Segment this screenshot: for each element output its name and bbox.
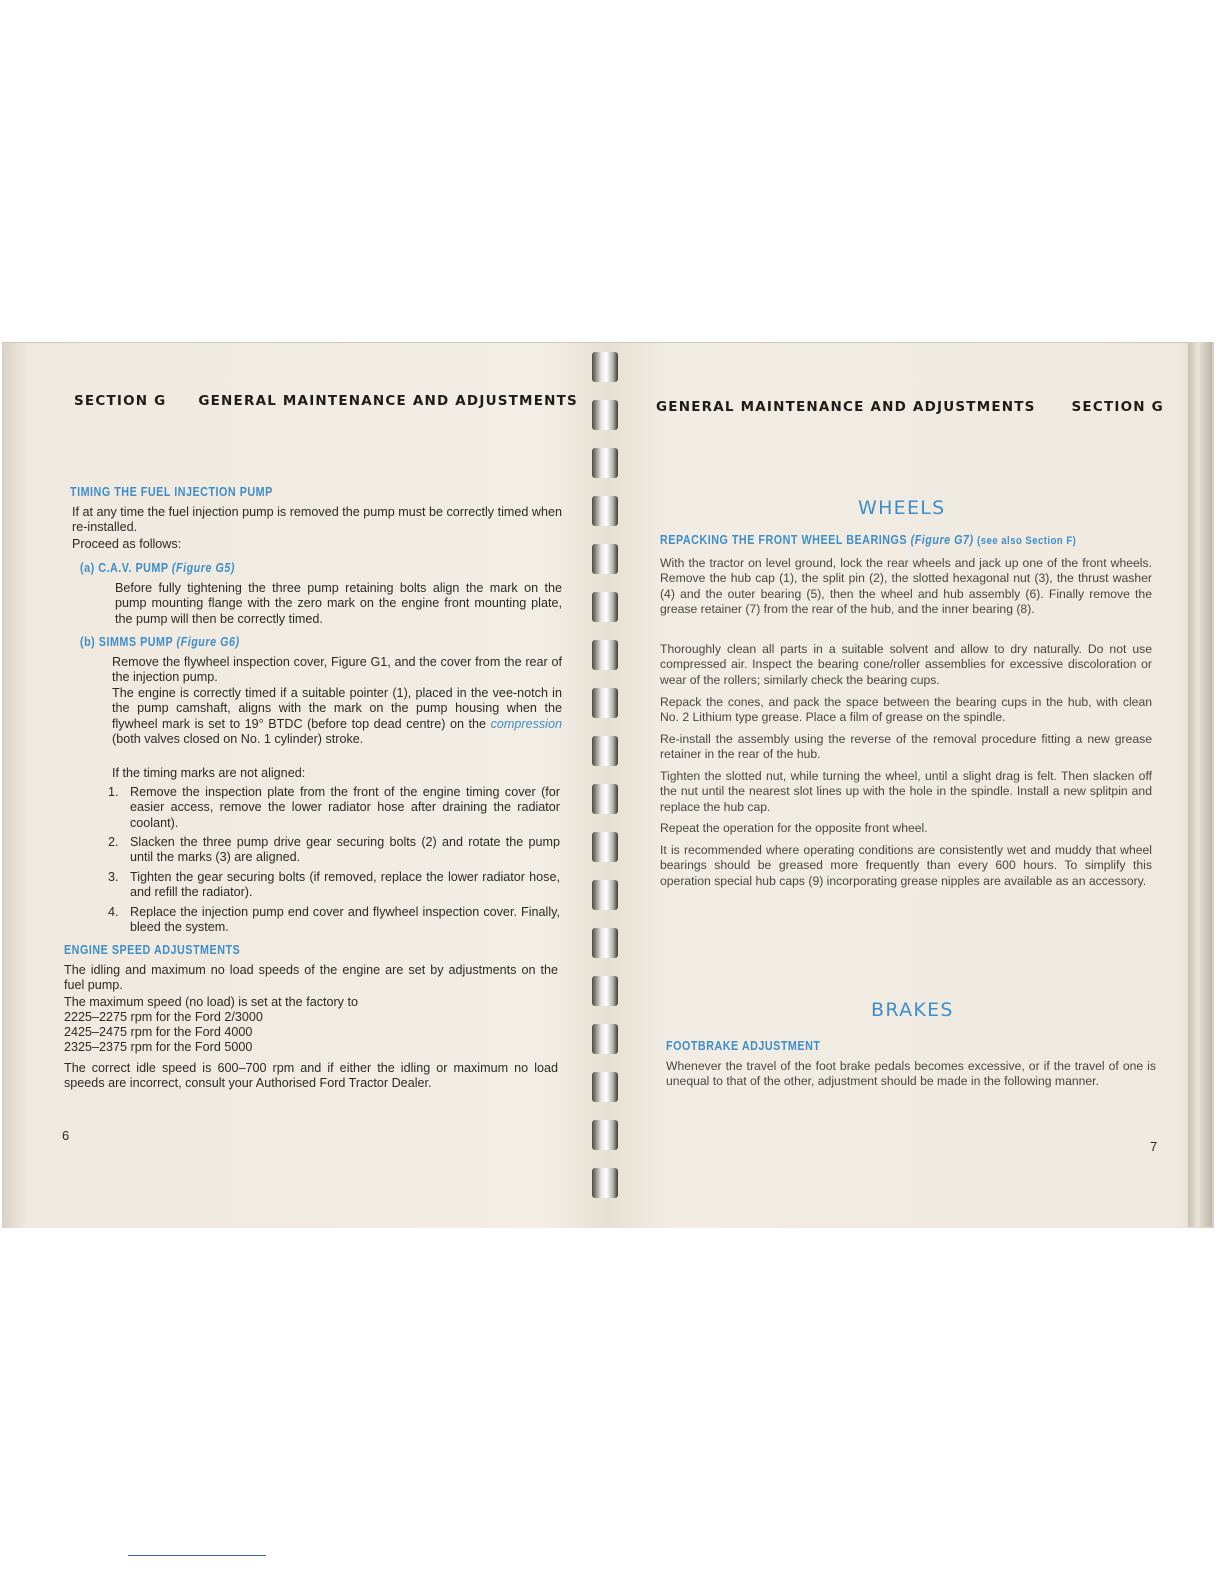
wheels-paragraph: Repeat the operation for the opposite front wheel. bbox=[660, 821, 928, 835]
binding-coil bbox=[592, 592, 618, 622]
simms-heading-label: (b) SIMMS PUMP bbox=[80, 635, 174, 649]
not-aligned-text: If the timing marks are not aligned: bbox=[112, 766, 306, 780]
binding-coil bbox=[592, 496, 618, 526]
binding-coil bbox=[592, 832, 618, 862]
timing-step-text: Replace the injection pump end cover and flywheel inspection cover. Finally, bleed the system. bbox=[130, 905, 560, 935]
timing-step bbox=[108, 835, 560, 866]
timing-step-number: 3. bbox=[108, 870, 119, 884]
timing-step bbox=[108, 785, 560, 831]
wheels-figure-ref: (Figure G7) bbox=[910, 533, 974, 547]
wheels-paragraph: Thoroughly clean all parts in a suitable solvent and allow to dry naturally. Do not use compressed air. Inspect the bearing cone/roller assemblies for excessive discoloration or wear of the rollers; similarly check the bearing cups. bbox=[660, 642, 1152, 687]
right-header-title: GENERAL MAINTENANCE AND ADJUSTMENTS bbox=[656, 399, 1036, 415]
timing-step-text: Slacken the three pump drive gear securing bolts (2) and rotate the pump until the marks (3) are aligned. bbox=[130, 835, 560, 865]
binding-coil bbox=[592, 736, 618, 766]
right-page bbox=[630, 343, 1214, 1228]
binding-coil bbox=[592, 640, 618, 670]
wheels-heading: WHEELS bbox=[858, 497, 946, 519]
engine-speed-heading: ENGINE SPEED ADJUSTMENTS bbox=[64, 943, 241, 957]
wheels-paragraph: Re-install the assembly using the reverse of the removal procedure fitting a new grease retainer in the rear of the hub. bbox=[660, 732, 1152, 762]
wheels-paragraph: It is recommended where operating conditions are consistently wet and muddy that wheel bearings should be greased more frequently than every 600 hours. To simplify this operation special hub caps (9) incorporating grease nipples are available as an accessory. bbox=[660, 843, 1152, 888]
cav-text: Before fully tightening the three pump retaining bolts align the mark on the pump mounting flange with the zero mark on the engine front mounting plate, the pump will then be correctly timed. bbox=[115, 581, 562, 626]
timing-step-number: 1. bbox=[108, 785, 119, 799]
simms-text-1: Remove the flywheel inspection cover, Figure G1, and the cover from the rear of the injection pump. bbox=[112, 655, 562, 685]
binding-coil bbox=[592, 880, 618, 910]
speed-line: 2225–2275 rpm for the Ford 2/3000 bbox=[64, 1010, 263, 1024]
engine-speed-text-3: The correct idle speed is 600–700 rpm and if either the idling or maximum no load speeds are incorrect, consult your Authorised Ford Tractor Dealer. bbox=[64, 1061, 558, 1091]
timing-step bbox=[108, 870, 560, 901]
engine-speed-text-1: The idling and maximum no load speeds of the engine are set by adjustments on the fuel pump. bbox=[64, 963, 558, 993]
wheels-paragraph: With the tractor on level ground, lock the rear wheels and jack up one of the front wheels. Remove the hub cap (1), the split pin (2), the slotted hexagonal nut (3), the thrust washer (4) and the outer bearing (5), then the wheel and hub assembly (6). Finally remove the grease retainer (7) from the rear of the hub, and the inner bearing (8). bbox=[660, 556, 1152, 616]
wheels-paragraph: Repack the cones, and pack the space between the bearing cups in the hub, with clean No. 2 Lithium type grease. Place a film of grease on the spindle. bbox=[660, 695, 1152, 725]
simms-text-2a: The engine is correctly timed if a suitable pointer (1), placed in the vee-notch in the pump camshaft, aligns with the mark on the pump housing when the flywheel mark is set to 19° BTDC (before top dead centre) on the bbox=[112, 686, 562, 731]
binding-coil bbox=[592, 1024, 618, 1054]
footbrake-heading: FOOTBRAKE ADJUSTMENT bbox=[666, 1039, 821, 1053]
left-header-title: GENERAL MAINTENANCE AND ADJUSTMENTS bbox=[198, 393, 578, 409]
footer-link-line bbox=[128, 1555, 266, 1556]
timing-proceed: Proceed as follows: bbox=[72, 537, 182, 551]
spiral-binding bbox=[584, 342, 628, 1227]
binding-coil bbox=[592, 1168, 618, 1198]
simms-text-2b: (both valves closed on No. 1 cylinder) stroke. bbox=[112, 732, 364, 747]
wheels-sub-heading-label: REPACKING THE FRONT WHEEL BEARINGS bbox=[660, 533, 908, 547]
binding-coil bbox=[592, 1072, 618, 1102]
timing-step-text: Remove the inspection plate from the front of the engine timing cover (for easier access, remove the lower radiator hose after draining the radiator coolant). bbox=[130, 785, 560, 830]
binding-coil bbox=[592, 352, 618, 382]
cav-figure-ref: (Figure G5) bbox=[171, 561, 235, 575]
binding-coil bbox=[592, 400, 618, 430]
page-edge bbox=[1188, 342, 1212, 1227]
binding-coil bbox=[592, 544, 618, 574]
cav-heading bbox=[80, 561, 235, 575]
simms-text-2-emphasis: compression bbox=[490, 716, 562, 731]
binding-coil bbox=[592, 688, 618, 718]
binding-coil bbox=[592, 448, 618, 478]
simms-heading bbox=[80, 635, 240, 649]
speed-line: 2325–2375 rpm for the Ford 5000 bbox=[64, 1040, 253, 1054]
simms-figure-ref: (Figure G6) bbox=[176, 635, 240, 649]
binding-coil bbox=[592, 1120, 618, 1150]
speed-line: 2425–2475 rpm for the Ford 4000 bbox=[64, 1025, 253, 1039]
timing-step-text: Tighten the gear securing bolts (if removed, replace the lower radiator hose, and refill the radiator). bbox=[130, 870, 560, 900]
timing-step-number: 4. bbox=[108, 905, 119, 919]
left-header bbox=[74, 393, 578, 409]
timing-heading: TIMING THE FUEL INJECTION PUMP bbox=[70, 485, 273, 499]
page-number-right: 7 bbox=[1150, 1139, 1158, 1154]
left-header-section: SECTION G bbox=[74, 393, 167, 409]
simms-text-2 bbox=[112, 686, 562, 748]
binding-coil bbox=[592, 784, 618, 814]
binding-coil bbox=[592, 928, 618, 958]
cav-heading-label: (a) C.A.V. PUMP bbox=[80, 561, 169, 575]
timing-step bbox=[108, 905, 560, 936]
brakes-heading: BRAKES bbox=[871, 999, 954, 1021]
timing-intro: If at any time the fuel injection pump is removed the pump must be correctly timed when re-installed. bbox=[72, 505, 562, 535]
right-header-section: SECTION G bbox=[1071, 399, 1164, 415]
footbrake-text: Whenever the travel of the foot brake pedals becomes excessive, or if the travel of one is unequal to that of the other, adjustment should be made in the following manner. bbox=[666, 1059, 1156, 1089]
wheels-sub-heading bbox=[660, 533, 1076, 547]
binding-coil bbox=[592, 976, 618, 1006]
wheels-paragraph: Tighten the slotted nut, while turning the wheel, until a slight drag is felt. Then slacken off the nut until the nearest slot lines up with the hole in the spindle. Install a new splitpin and replace the hub cap. bbox=[660, 769, 1152, 814]
page-number-left: 6 bbox=[62, 1128, 70, 1143]
engine-speed-text-2: The maximum speed (no load) is set at the factory to bbox=[64, 995, 358, 1009]
left-page bbox=[2, 343, 592, 1228]
timing-step-number: 2. bbox=[108, 835, 119, 849]
right-header bbox=[656, 399, 1164, 415]
wheels-see-also: (see also Section F) bbox=[977, 535, 1077, 547]
